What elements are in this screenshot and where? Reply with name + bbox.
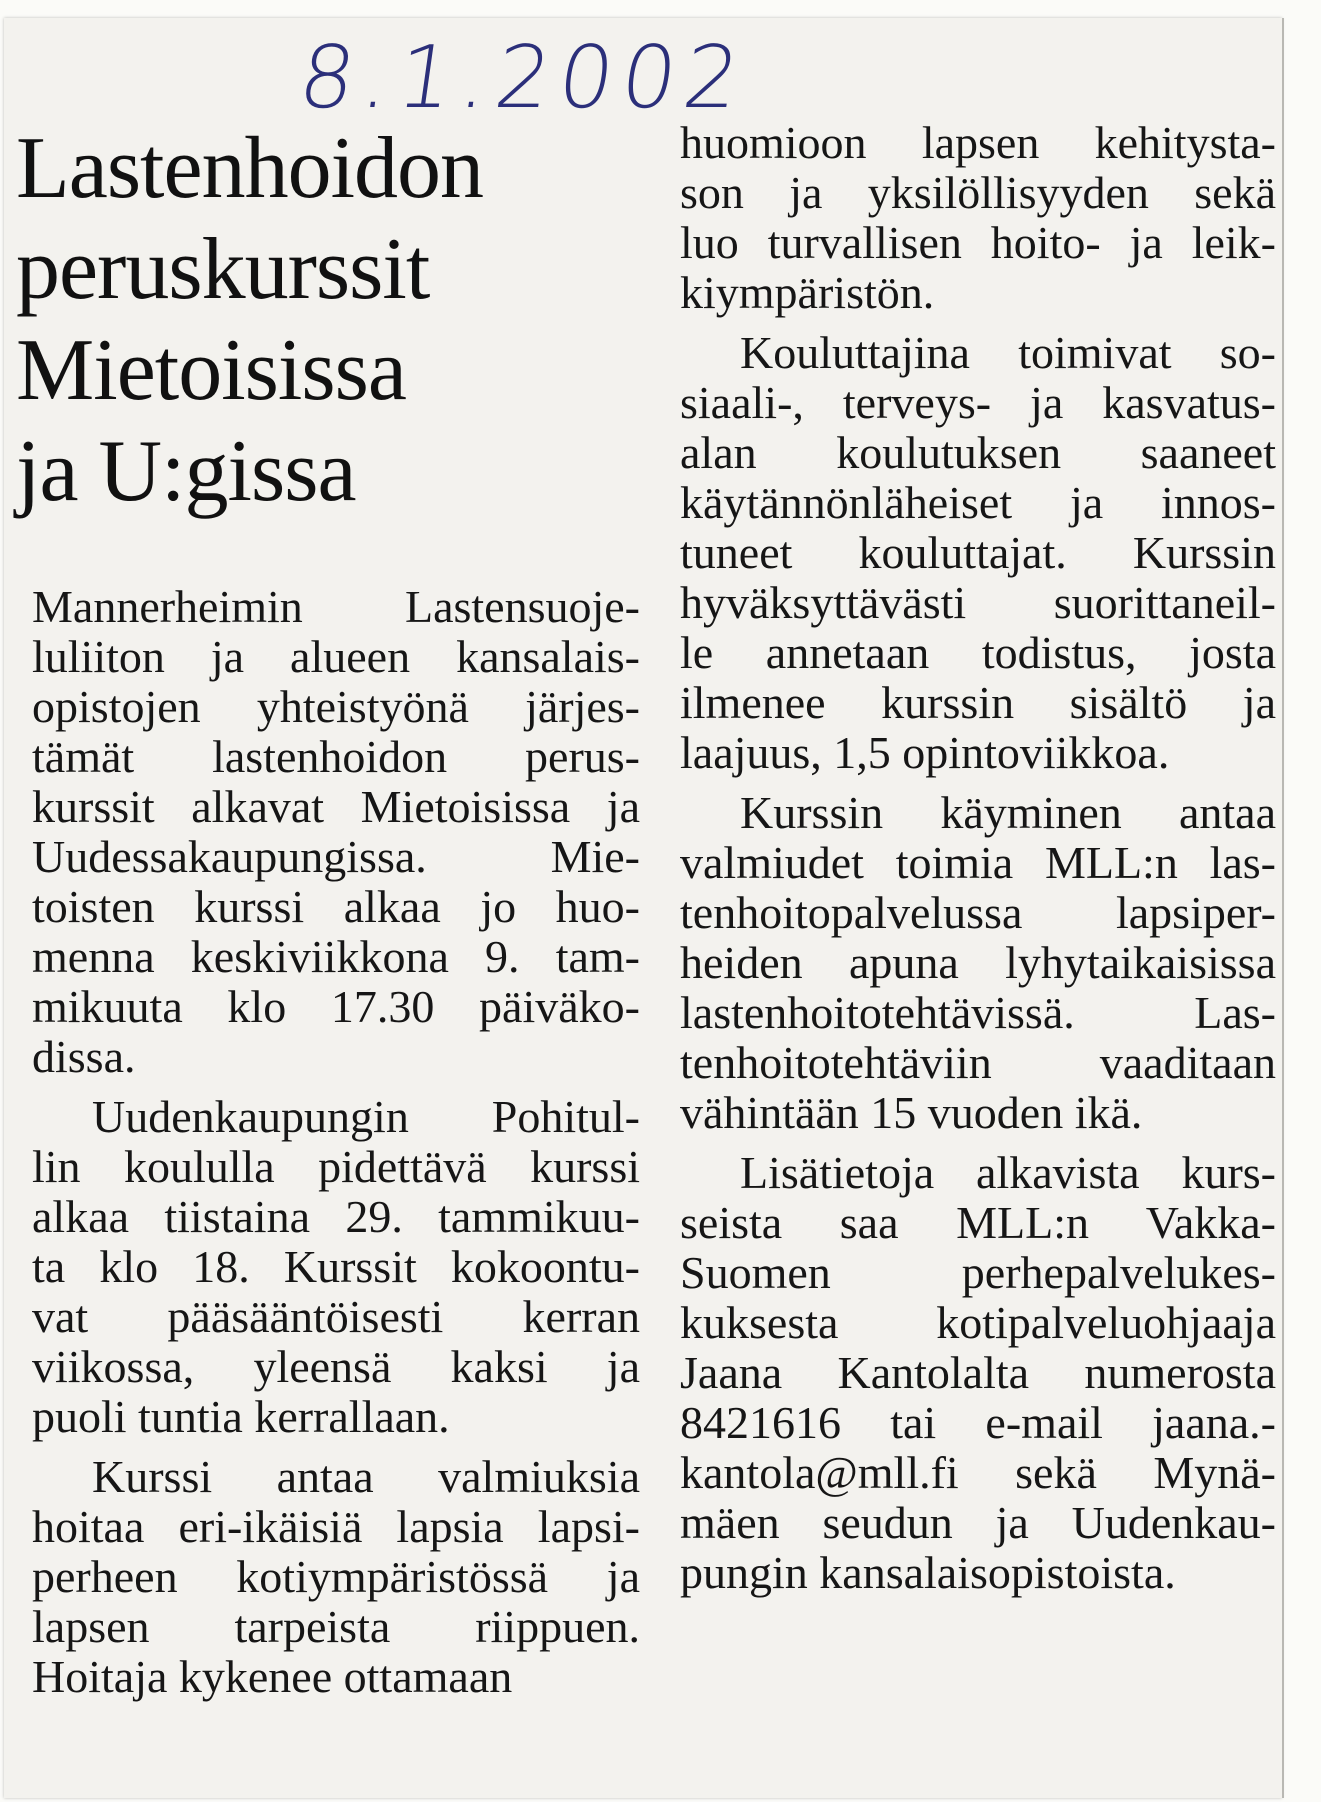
article-paragraph xyxy=(680,328,1276,778)
text-line: ilmenee kurssin sisältö ja xyxy=(680,677,1276,728)
article-paragraph xyxy=(32,1092,640,1442)
text-line: alan koulutuksen saaneet xyxy=(680,427,1276,478)
clipping-edge xyxy=(1282,18,1284,1798)
text-line: tenhoitotehtäviin vaaditaan xyxy=(680,1037,1276,1088)
text-line: Kouluttajina toimivat so- xyxy=(740,327,1276,378)
headline-line: ja U:gissa xyxy=(16,423,356,520)
text-line: lapsen tarpeista riippuen. xyxy=(32,1601,640,1652)
text-line: dissa. xyxy=(32,1031,136,1082)
text-line: son ja yksilöllisyyden sekä xyxy=(680,167,1276,218)
text-line: käytännönläheiset ja innos- xyxy=(680,477,1276,528)
text-line: heiden apuna lyhytaikaisissa xyxy=(680,937,1276,988)
text-line: huomioon lapsen kehitysta- xyxy=(680,117,1276,168)
article-column-right xyxy=(680,118,1276,1598)
text-line: luliiton ja alueen kansalais- xyxy=(32,631,640,682)
text-line: kuksesta kotipalveluohjaaja xyxy=(680,1297,1276,1348)
headline-line: peruskurssit xyxy=(16,221,430,318)
text-line: Kurssi antaa valmiuksia xyxy=(92,1451,640,1502)
text-line: 8421616 tai e-mail jaana.- xyxy=(680,1397,1276,1448)
text-line: hoitaa eri-ikäisiä lapsia lapsi- xyxy=(32,1501,640,1552)
text-line: tämät lastenhoidon perus- xyxy=(32,731,640,782)
article-headline xyxy=(16,118,636,522)
article-paragraph xyxy=(680,1148,1276,1598)
text-line: Mannerheimin Lastensuoje- xyxy=(32,581,640,632)
text-line: tuneet kouluttajat. Kurssin xyxy=(680,527,1276,578)
text-line: lin koululla pidettävä kurssi xyxy=(32,1141,640,1192)
article-paragraph xyxy=(32,582,640,1082)
text-line: seista saa MLL:n Vakka- xyxy=(680,1197,1276,1248)
text-line: alkaa tiistaina 29. tammikuu- xyxy=(32,1191,640,1242)
text-line: Uudessakaupungissa. Mie- xyxy=(32,831,640,882)
text-line: viikossa, yleensä kaksi ja xyxy=(32,1341,640,1392)
headline-line: Mietoisissa xyxy=(16,322,406,419)
article-paragraph xyxy=(680,788,1276,1138)
text-line: vähintään 15 vuoden ikä. xyxy=(680,1087,1143,1138)
text-line: lastenhoitotehtävissä. Las- xyxy=(680,987,1276,1038)
article-column-left xyxy=(32,582,640,1702)
text-line: laajuus, 1,5 opintoviikkoa. xyxy=(680,727,1170,778)
text-line: Suomen perhepalvelukes- xyxy=(680,1247,1276,1298)
headline-line: Lastenhoidon xyxy=(16,120,484,217)
text-line: vat pääsääntöisesti kerran xyxy=(32,1291,640,1342)
text-line: kantola@mll.fi sekä Mynä- xyxy=(680,1447,1276,1498)
text-line: mikuuta klo 17.30 päiväko- xyxy=(32,981,640,1032)
text-line: valmiudet toimia MLL:n las- xyxy=(680,837,1276,888)
text-line: pungin kansalaisopistoista. xyxy=(680,1547,1176,1598)
text-line: toisten kurssi alkaa jo huo- xyxy=(32,881,640,932)
text-line: siaali-, terveys- ja kasvatus- xyxy=(680,377,1276,428)
text-line: kiympäristön. xyxy=(680,267,935,318)
text-line: tenhoitopalvelussa lapsiper- xyxy=(680,887,1276,938)
article-paragraph xyxy=(32,1452,640,1702)
text-line: luo turvallisen hoito- ja leik- xyxy=(680,217,1276,268)
text-line: mäen seudun ja Uudenkau- xyxy=(680,1497,1276,1548)
text-line: Hoitaja kykenee ottamaan xyxy=(32,1651,513,1702)
text-line: perheen kotiympäristössä ja xyxy=(32,1551,640,1602)
text-line: Uudenkaupungin Pohitul- xyxy=(92,1091,640,1142)
text-line: le annetaan todistus, josta xyxy=(680,627,1276,678)
handwritten-date: 8.1.2002 xyxy=(292,28,754,128)
text-line: puoli tuntia kerrallaan. xyxy=(32,1391,450,1442)
article-paragraph xyxy=(680,118,1276,318)
text-line: hyväksyttävästi suorittaneil- xyxy=(680,577,1276,628)
text-line: opistojen yhteistyönä järjes- xyxy=(32,681,640,732)
text-line: Lisätietoja alkavista kurs- xyxy=(740,1147,1276,1198)
text-line: kurssit alkavat Mietoisissa ja xyxy=(32,781,640,832)
text-line: ta klo 18. Kurssit kokoontu- xyxy=(32,1241,640,1292)
text-line: Kurssin käyminen antaa xyxy=(740,787,1276,838)
text-line: Jaana Kantolalta numerosta xyxy=(680,1347,1276,1398)
text-line: menna keskiviikkona 9. tam- xyxy=(32,931,640,982)
